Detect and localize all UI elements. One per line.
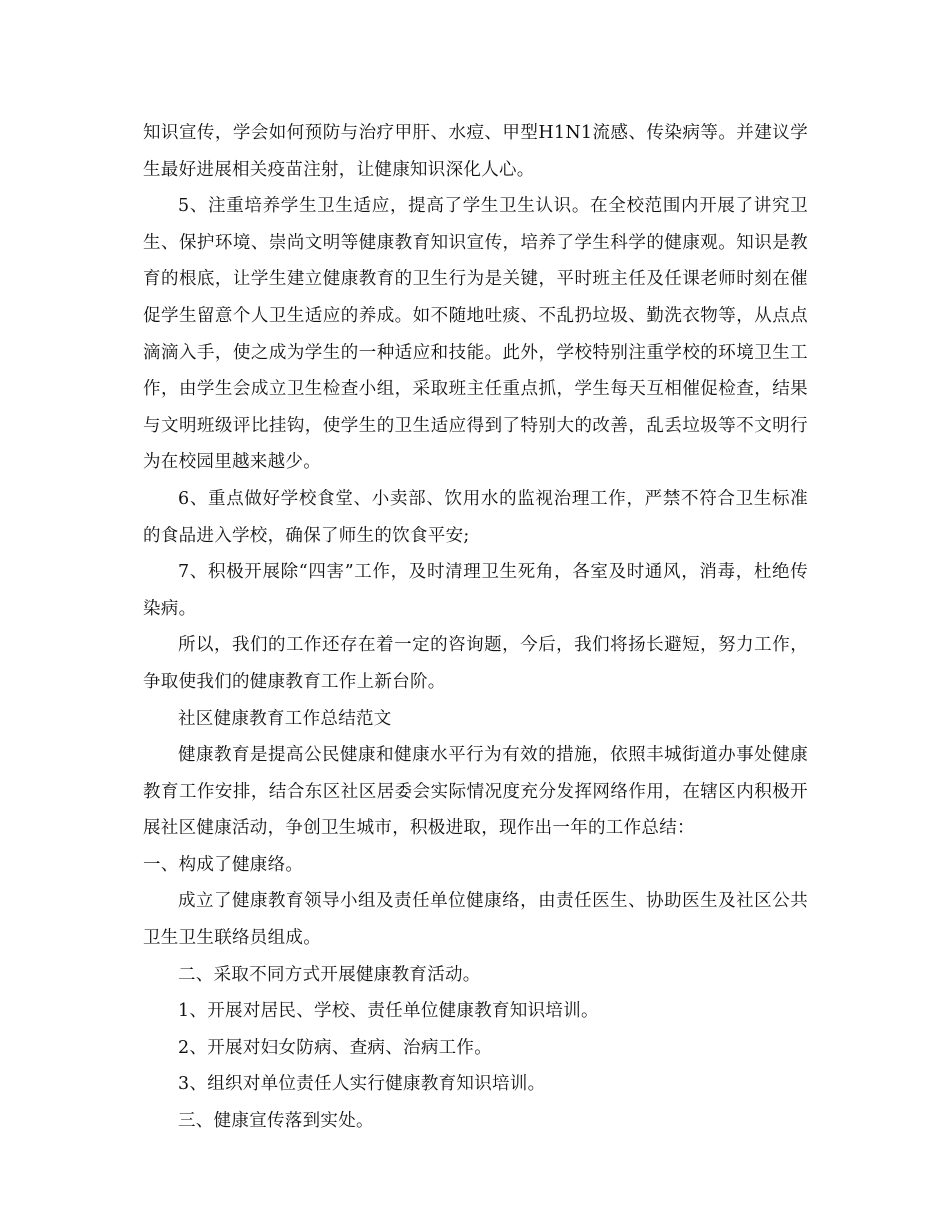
paragraph-1: 知识宣传，学会如何预防与治疗甲肝、水痘、甲型H1N1流感、传染病等。并建议学生最好进展相关疫苗注射，让健康知识深化人心。 [143, 123, 808, 180]
paragraph-2: 5、注重培养学生卫生适应，提高了学生卫生认识。在全校范围内开展了讲究卫生、保护环境、崇尚文明等健康教育知识宣传，培养了学生科学的健康观。知识是教育的根底，让学生建立健康教育的卫生行为是关键，平时班主任及任课老师时刻在催促学生留意个人卫生适应的养成。如不随地吐痰、不乱扔垃圾、勤洗衣物等，从点点滴滴入手，使之成为学生的一种适应和技能。此外，学校特别注重学校的环境卫生工作，由学生会成立卫生检查小组，采取班主任重点抓，学生每天互相催促检查，结果与文明班级评比挂钩，使学生的卫生适应得到了特别大的改善，乱丢垃圾等不文明行为在校园里越来越少。 [143, 196, 808, 473]
subheading-3: 三、健康宣传落到实处。 [178, 1111, 374, 1132]
section-heading: 社区健康教育工作总结范文 [178, 708, 392, 729]
list-item-1: 1、开展对居民、学校、责任单位健康教育知识培训。 [178, 1001, 599, 1022]
subheading-1: 一、构成了健康络。 [143, 854, 304, 875]
paragraph-3: 6、重点做好学校食堂、小卖部、饮用水的监视治理工作，严禁不符合卫生标准的食品进入学校，确保了师生的饮食平安; [143, 488, 808, 546]
list-item-3: 3、组织对单位责任人实行健康教育知识培训。 [178, 1074, 546, 1095]
document-body [143, 115, 808, 1140]
paragraph-5: 所以，我们的工作还存在着一定的咨询题，今后，我们将扬长避短，努力工作，争取使我们的健康教育工作上新台阶。 [143, 635, 808, 692]
list-item-2: 2、开展对妇女防病、查病、治病工作。 [178, 1037, 493, 1058]
paragraph-7: 健康教育是提高公民健康和健康水平行为有效的措施，依照丰城街道办事处健康教育工作安排，结合东区社区居委会实际情况度充分发挥网络作用，在辖区内积极开展社区健康活动，争创卫生城市，积极进取，现作出一年的工作总结： [143, 745, 808, 839]
paragraph-4: 7、积极开展除“四害”工作，及时清理卫生死角，各室及时通风，消毒，杜绝传染病。 [143, 562, 808, 619]
paragraph-9: 成立了健康教育领导小组及责任单位健康络，由责任医生、协助医生及社区公共卫生卫生联络员组成。 [143, 891, 808, 949]
subheading-2: 二、采取不同方式开展健康教育活动。 [178, 964, 481, 985]
